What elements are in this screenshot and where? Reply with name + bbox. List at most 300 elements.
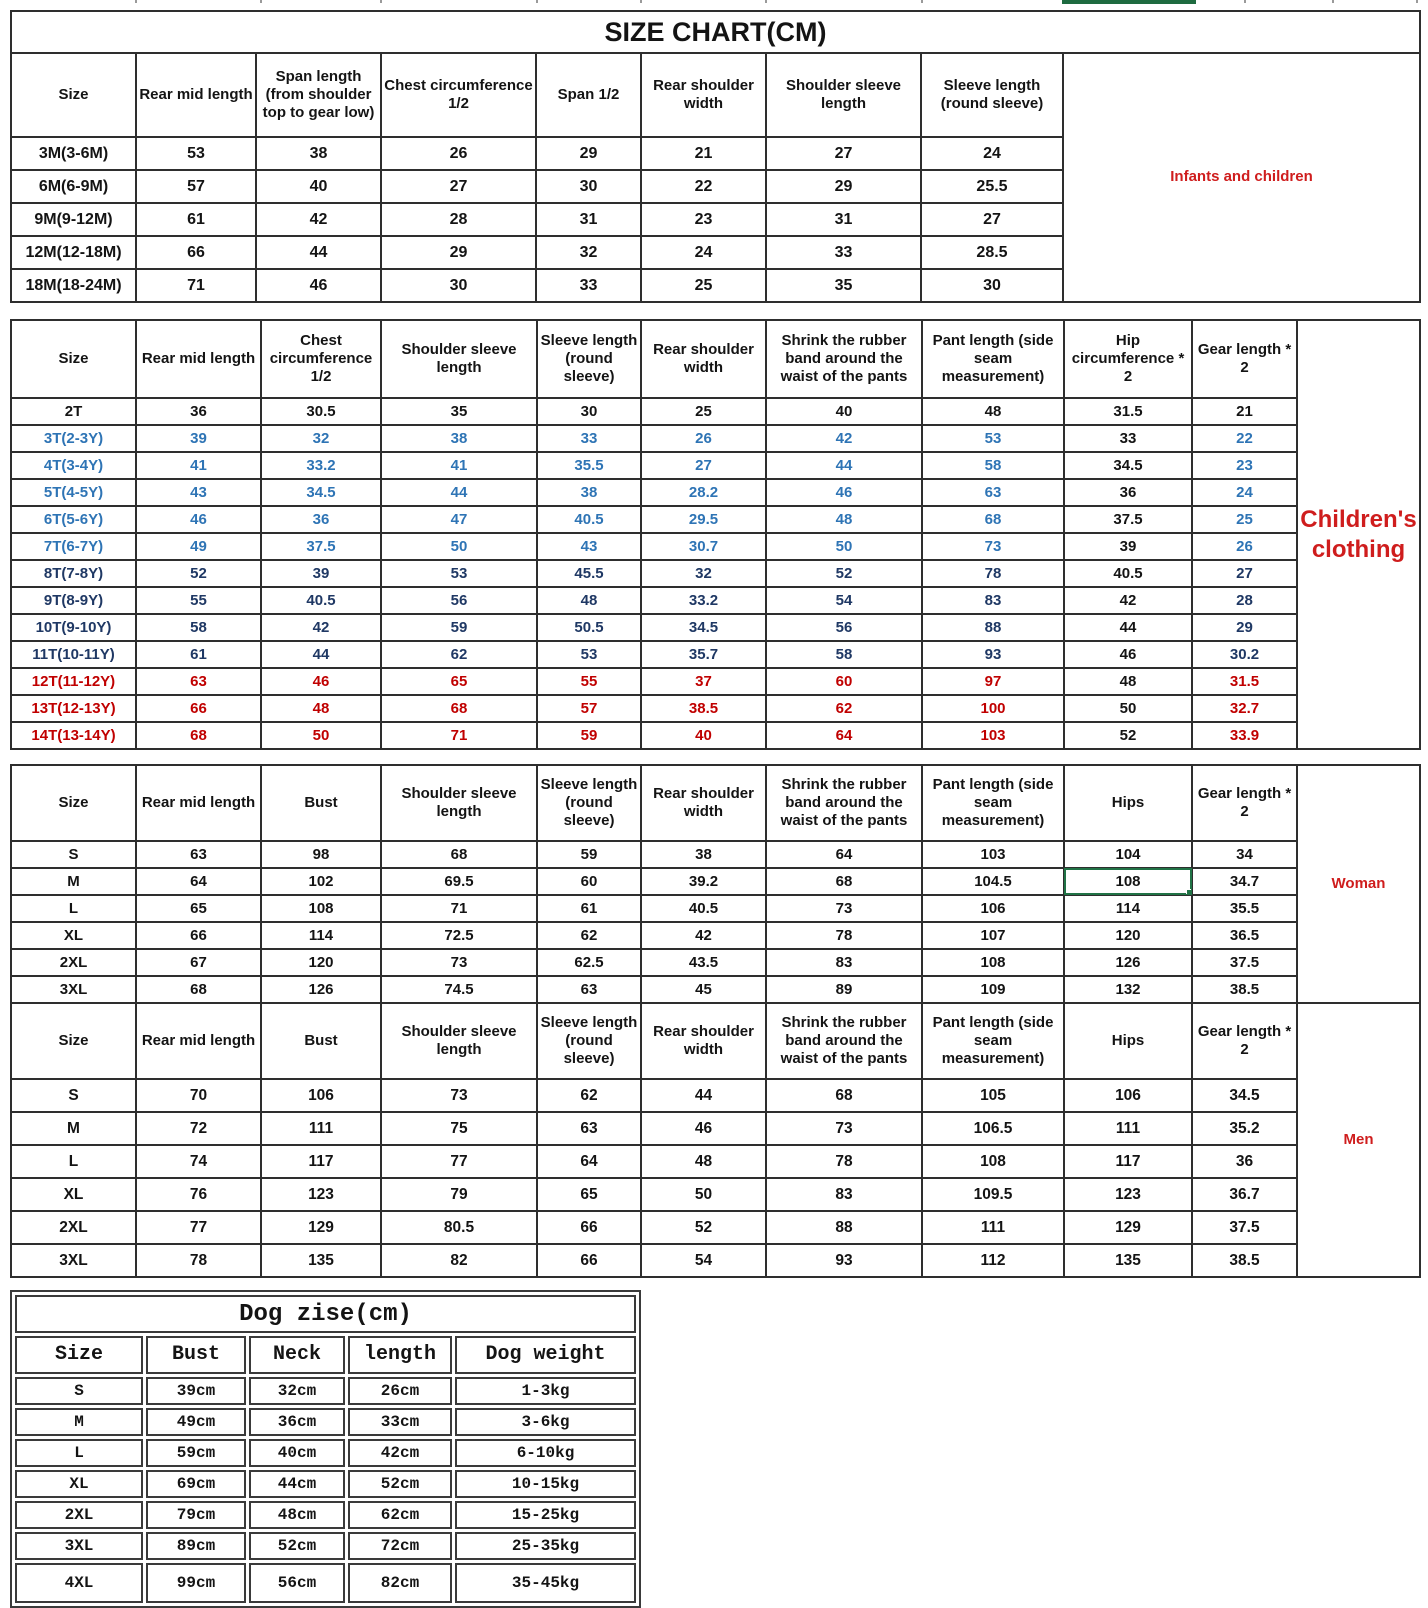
column-header: Pant length (side seam measurement) — [922, 1003, 1064, 1079]
value-cell: 89cm — [146, 1532, 246, 1560]
value-cell: 68 — [136, 976, 261, 1003]
value-cell: 62 — [766, 695, 922, 722]
size-cell: 3XL — [11, 976, 136, 1003]
value-cell: 108 — [1064, 868, 1192, 895]
value-cell: 61 — [136, 641, 261, 668]
value-cell: 40 — [641, 722, 766, 749]
value-cell: 66 — [537, 1244, 641, 1277]
men-group-label: Men — [1297, 1003, 1420, 1277]
value-cell: 48 — [1064, 668, 1192, 695]
value-cell: 73 — [381, 949, 537, 976]
size-cell: 2XL — [11, 949, 136, 976]
column-header: Gear length * 2 — [1192, 320, 1297, 398]
value-cell: 50 — [766, 533, 922, 560]
value-cell: 29 — [766, 170, 921, 203]
value-cell: 78 — [922, 560, 1064, 587]
value-cell: 52 — [136, 560, 261, 587]
column-header: Sleeve length (round sleeve) — [921, 53, 1063, 137]
value-cell: 71 — [381, 895, 537, 922]
value-cell: 25 — [1192, 506, 1297, 533]
value-cell: 33.2 — [261, 452, 381, 479]
value-cell: 111 — [261, 1112, 381, 1145]
value-cell: 38.5 — [1192, 1244, 1297, 1277]
size-chart-content — [10, 10, 1419, 1608]
value-cell: 30 — [381, 269, 536, 302]
value-cell: 41 — [136, 452, 261, 479]
value-cell: 40 — [256, 170, 381, 203]
value-cell: 53 — [381, 560, 537, 587]
value-cell: 36 — [1192, 1145, 1297, 1178]
table-row — [15, 1377, 636, 1405]
gridline-tick — [380, 0, 382, 3]
column-header: Size — [15, 1336, 143, 1374]
value-cell: 15-25kg — [455, 1501, 636, 1529]
value-cell: 36 — [261, 506, 381, 533]
size-cell: S — [15, 1377, 143, 1405]
value-cell: 44cm — [249, 1470, 345, 1498]
value-cell: 27 — [1192, 560, 1297, 587]
value-cell: 44 — [381, 479, 537, 506]
header-row — [11, 320, 1420, 398]
table-row — [11, 614, 1420, 641]
value-cell: 33.9 — [1192, 722, 1297, 749]
value-cell: 68 — [766, 868, 922, 895]
value-cell: 106 — [1064, 1079, 1192, 1112]
dog-size-table — [10, 1290, 641, 1608]
table-row — [11, 868, 1420, 895]
value-cell: 34.5 — [641, 614, 766, 641]
value-cell: 38.5 — [641, 695, 766, 722]
table-row — [15, 1532, 636, 1560]
value-cell: 40.5 — [641, 895, 766, 922]
value-cell: 34.5 — [261, 479, 381, 506]
value-cell: 53 — [136, 137, 256, 170]
selection-border-fragment — [1062, 0, 1196, 4]
value-cell: 109 — [922, 976, 1064, 1003]
size-cell: 13T(12-13Y) — [11, 695, 136, 722]
value-cell: 53 — [537, 641, 641, 668]
header-row — [15, 1336, 636, 1374]
value-cell: 56 — [766, 614, 922, 641]
value-cell: 71 — [381, 722, 537, 749]
value-cell: 43 — [537, 533, 641, 560]
value-cell: 78 — [766, 922, 922, 949]
value-cell: 93 — [922, 641, 1064, 668]
column-header: Shoulder sleeve length — [766, 53, 921, 137]
value-cell: 28.2 — [641, 479, 766, 506]
value-cell: 57 — [136, 170, 256, 203]
value-cell: 63 — [537, 976, 641, 1003]
size-cell: 11T(10-11Y) — [11, 641, 136, 668]
value-cell: 66 — [537, 1211, 641, 1244]
value-cell: 31.5 — [1192, 668, 1297, 695]
table-row — [15, 1439, 636, 1467]
value-cell: 29 — [381, 236, 536, 269]
table-row — [11, 1145, 1420, 1178]
value-cell: 68 — [766, 1079, 922, 1112]
value-cell: 56cm — [249, 1563, 345, 1603]
size-cell: 3M(3-6M) — [11, 137, 136, 170]
column-header: Size — [11, 320, 136, 398]
size-cell: 4T(3-4Y) — [11, 452, 136, 479]
value-cell: 68 — [922, 506, 1064, 533]
value-cell: 76 — [136, 1178, 261, 1211]
gridline-tick — [260, 0, 262, 3]
table-row — [11, 479, 1420, 506]
column-header: Chest circumference 1/2 — [261, 320, 381, 398]
gridline-tick — [921, 0, 923, 3]
value-cell: 75 — [381, 1112, 537, 1145]
value-cell: 123 — [261, 1178, 381, 1211]
value-cell: 42 — [261, 614, 381, 641]
column-header: Pant length (side seam measurement) — [922, 765, 1064, 841]
value-cell: 59 — [537, 841, 641, 868]
value-cell: 36 — [136, 398, 261, 425]
value-cell: 30.2 — [1192, 641, 1297, 668]
value-cell: 73 — [922, 533, 1064, 560]
value-cell: 64 — [766, 722, 922, 749]
value-cell: 79 — [381, 1178, 537, 1211]
value-cell: 60 — [537, 868, 641, 895]
value-cell: 103 — [922, 722, 1064, 749]
value-cell: 58 — [922, 452, 1064, 479]
value-cell: 106 — [261, 1079, 381, 1112]
column-header: Shrink the rubber band around the waist of the pants — [766, 320, 922, 398]
column-header: Sleeve length (round sleeve) — [537, 765, 641, 841]
value-cell: 32 — [261, 425, 381, 452]
table-row — [11, 668, 1420, 695]
value-cell: 21 — [641, 137, 766, 170]
value-cell: 35.2 — [1192, 1112, 1297, 1145]
value-cell: 38 — [537, 479, 641, 506]
value-cell: 72 — [136, 1112, 261, 1145]
value-cell: 41 — [381, 452, 537, 479]
value-cell: 109.5 — [922, 1178, 1064, 1211]
value-cell: 30 — [536, 170, 641, 203]
value-cell: 73 — [381, 1079, 537, 1112]
table-row — [15, 1501, 636, 1529]
table-row — [11, 560, 1420, 587]
value-cell: 35-45kg — [455, 1563, 636, 1603]
value-cell: 43.5 — [641, 949, 766, 976]
column-header: Hips — [1064, 765, 1192, 841]
value-cell: 25-35kg — [455, 1532, 636, 1560]
value-cell: 69cm — [146, 1470, 246, 1498]
size-cell: XL — [11, 922, 136, 949]
value-cell: 82 — [381, 1244, 537, 1277]
value-cell: 25.5 — [921, 170, 1063, 203]
value-cell: 111 — [1064, 1112, 1192, 1145]
table-row — [11, 506, 1420, 533]
header-row — [11, 53, 1420, 137]
value-cell: 21 — [1192, 398, 1297, 425]
value-cell: 35.7 — [641, 641, 766, 668]
value-cell: 42cm — [348, 1439, 452, 1467]
value-cell: 83 — [766, 949, 922, 976]
value-cell: 27 — [641, 452, 766, 479]
value-cell: 66 — [136, 236, 256, 269]
value-cell: 24 — [921, 137, 1063, 170]
value-cell: 98 — [261, 841, 381, 868]
table-row — [11, 641, 1420, 668]
value-cell: 24 — [641, 236, 766, 269]
value-cell: 32.7 — [1192, 695, 1297, 722]
table-row — [11, 895, 1420, 922]
value-cell: 88 — [922, 614, 1064, 641]
value-cell: 64 — [766, 841, 922, 868]
value-cell: 129 — [1064, 1211, 1192, 1244]
column-header: Sleeve length (round sleeve) — [537, 320, 641, 398]
value-cell: 38.5 — [1192, 976, 1297, 1003]
value-cell: 100 — [922, 695, 1064, 722]
value-cell: 28.5 — [921, 236, 1063, 269]
value-cell: 108 — [261, 895, 381, 922]
size-cell: XL — [11, 1178, 136, 1211]
table-row — [11, 1244, 1420, 1277]
value-cell: 58 — [766, 641, 922, 668]
value-cell: 74 — [136, 1145, 261, 1178]
value-cell: 35.5 — [537, 452, 641, 479]
value-cell: 73 — [766, 895, 922, 922]
value-cell: 65 — [537, 1178, 641, 1211]
value-cell: 46 — [766, 479, 922, 506]
column-header: Shoulder sleeve length — [381, 320, 537, 398]
value-cell: 52 — [641, 1211, 766, 1244]
table-row — [15, 1408, 636, 1436]
value-cell: 38 — [381, 425, 537, 452]
value-cell: 30 — [921, 269, 1063, 302]
value-cell: 36.5 — [1192, 922, 1297, 949]
value-cell: 123 — [1064, 1178, 1192, 1211]
value-cell: 46 — [641, 1112, 766, 1145]
value-cell: 42 — [256, 203, 381, 236]
column-header: Rear shoulder width — [641, 765, 766, 841]
column-header: Neck — [249, 1336, 345, 1374]
value-cell: 78 — [136, 1244, 261, 1277]
value-cell: 37.5 — [261, 533, 381, 560]
gridline-tick — [765, 0, 767, 3]
value-cell: 126 — [1064, 949, 1192, 976]
value-cell: 62 — [381, 641, 537, 668]
value-cell: 34.7 — [1192, 868, 1297, 895]
value-cell: 117 — [261, 1145, 381, 1178]
table-row — [11, 1178, 1420, 1211]
column-header: Rear shoulder width — [641, 1003, 766, 1079]
value-cell: 62.5 — [537, 949, 641, 976]
value-cell: 107 — [922, 922, 1064, 949]
value-cell: 57 — [537, 695, 641, 722]
value-cell: 59 — [381, 614, 537, 641]
value-cell: 104 — [1064, 841, 1192, 868]
value-cell: 35 — [381, 398, 537, 425]
value-cell: 65 — [381, 668, 537, 695]
size-cell: S — [11, 1079, 136, 1112]
column-header: Gear length * 2 — [1192, 1003, 1297, 1079]
value-cell: 71 — [136, 269, 256, 302]
value-cell: 40cm — [249, 1439, 345, 1467]
column-header: Rear mid length — [136, 765, 261, 841]
value-cell: 103 — [922, 841, 1064, 868]
infants-group-label: Infants and children — [1063, 53, 1420, 302]
column-header: Hip circumference * 2 — [1064, 320, 1192, 398]
value-cell: 61 — [136, 203, 256, 236]
size-cell: 4XL — [15, 1563, 143, 1603]
value-cell: 38 — [641, 841, 766, 868]
value-cell: 48 — [922, 398, 1064, 425]
value-cell: 63 — [537, 1112, 641, 1145]
size-cell: 2T — [11, 398, 136, 425]
size-cell: L — [11, 1145, 136, 1178]
value-cell: 44 — [261, 641, 381, 668]
value-cell: 37.5 — [1064, 506, 1192, 533]
size-cell: 9T(8-9Y) — [11, 587, 136, 614]
value-cell: 114 — [261, 922, 381, 949]
value-cell: 65 — [136, 895, 261, 922]
value-cell: 37.5 — [1192, 949, 1297, 976]
value-cell: 33cm — [348, 1408, 452, 1436]
value-cell: 39.2 — [641, 868, 766, 895]
value-cell: 97 — [922, 668, 1064, 695]
column-header: Pant length (side seam measurement) — [922, 320, 1064, 398]
value-cell: 73 — [766, 1112, 922, 1145]
value-cell: 50 — [1064, 695, 1192, 722]
value-cell: 77 — [381, 1145, 537, 1178]
value-cell: 62cm — [348, 1501, 452, 1529]
column-header: Dog weight — [455, 1336, 636, 1374]
gridline-tick — [1332, 0, 1334, 3]
value-cell: 30.5 — [261, 398, 381, 425]
value-cell: 33 — [537, 425, 641, 452]
value-cell: 66 — [136, 922, 261, 949]
value-cell: 42 — [641, 922, 766, 949]
value-cell: 26cm — [348, 1377, 452, 1405]
value-cell: 29 — [536, 137, 641, 170]
value-cell: 23 — [1192, 452, 1297, 479]
value-cell: 59cm — [146, 1439, 246, 1467]
value-cell: 22 — [641, 170, 766, 203]
header-row — [11, 1003, 1420, 1079]
value-cell: 64 — [537, 1145, 641, 1178]
value-cell: 27 — [381, 170, 536, 203]
value-cell: 26 — [1192, 533, 1297, 560]
value-cell: 49cm — [146, 1408, 246, 1436]
value-cell: 69.5 — [381, 868, 537, 895]
value-cell: 129 — [261, 1211, 381, 1244]
gridline-tick — [536, 0, 538, 3]
table-row — [11, 533, 1420, 560]
value-cell: 106.5 — [922, 1112, 1064, 1145]
value-cell: 45.5 — [537, 560, 641, 587]
value-cell: 33 — [766, 236, 921, 269]
value-cell: 31 — [766, 203, 921, 236]
value-cell: 64 — [136, 868, 261, 895]
size-cell: M — [11, 1112, 136, 1145]
page-title: SIZE CHART(CM) — [11, 11, 1420, 53]
value-cell: 46 — [256, 269, 381, 302]
column-header: Shoulder sleeve length — [381, 1003, 537, 1079]
value-cell: 44 — [1064, 614, 1192, 641]
value-cell: 27 — [921, 203, 1063, 236]
column-header: Shrink the rubber band around the waist of the pants — [766, 765, 922, 841]
value-cell: 46 — [136, 506, 261, 533]
value-cell: 82cm — [348, 1563, 452, 1603]
gridline-tick — [135, 0, 137, 3]
column-header: length — [348, 1336, 452, 1374]
value-cell: 79cm — [146, 1501, 246, 1529]
table-row — [11, 587, 1420, 614]
value-cell: 48cm — [249, 1501, 345, 1529]
column-header: Bust — [261, 1003, 381, 1079]
value-cell: 39cm — [146, 1377, 246, 1405]
column-header: Chest circumference 1/2 — [381, 53, 536, 137]
column-header: Bust — [146, 1336, 246, 1374]
table-row — [11, 398, 1420, 425]
column-header: Rear shoulder width — [641, 320, 766, 398]
value-cell: 29 — [1192, 614, 1297, 641]
value-cell: 126 — [261, 976, 381, 1003]
table-row — [11, 976, 1420, 1003]
value-cell: 44 — [256, 236, 381, 269]
table-row — [15, 1563, 636, 1603]
column-header: Rear mid length — [136, 53, 256, 137]
value-cell: 66 — [136, 695, 261, 722]
gridline-tick — [1416, 0, 1418, 3]
size-cell: 9M(9-12M) — [11, 203, 136, 236]
value-cell: 6-10kg — [455, 1439, 636, 1467]
value-cell: 132 — [1064, 976, 1192, 1003]
size-cell: 10T(9-10Y) — [11, 614, 136, 641]
table-row — [11, 949, 1420, 976]
size-cell: 2XL — [11, 1211, 136, 1244]
value-cell: 38 — [256, 137, 381, 170]
value-cell: 48 — [766, 506, 922, 533]
value-cell: 31.5 — [1064, 398, 1192, 425]
value-cell: 25 — [641, 269, 766, 302]
value-cell: 74.5 — [381, 976, 537, 1003]
value-cell: 52 — [766, 560, 922, 587]
value-cell: 102 — [261, 868, 381, 895]
table-row — [11, 1079, 1420, 1112]
size-cell: 3XL — [15, 1532, 143, 1560]
gridline-tick — [640, 0, 642, 3]
table-row — [11, 425, 1420, 452]
value-cell: 67 — [136, 949, 261, 976]
value-cell: 48 — [641, 1145, 766, 1178]
value-cell: 28 — [381, 203, 536, 236]
value-cell: 39 — [1064, 533, 1192, 560]
value-cell: 33.2 — [641, 587, 766, 614]
table-row — [11, 695, 1420, 722]
value-cell: 10-15kg — [455, 1470, 636, 1498]
value-cell: 80.5 — [381, 1211, 537, 1244]
size-cell: 2XL — [15, 1501, 143, 1529]
value-cell: 50 — [641, 1178, 766, 1211]
value-cell: 33 — [536, 269, 641, 302]
value-cell: 52cm — [249, 1532, 345, 1560]
size-cell: L — [15, 1439, 143, 1467]
value-cell: 1-3kg — [455, 1377, 636, 1405]
value-cell: 120 — [261, 949, 381, 976]
children-group-label: Children's clothing — [1297, 320, 1420, 749]
size-cell: 3T(2-3Y) — [11, 425, 136, 452]
table-row — [11, 1211, 1420, 1244]
column-header: Span length (from shoulder top to gear low) — [256, 53, 381, 137]
size-cell: 6M(6-9M) — [11, 170, 136, 203]
column-header: Rear mid length — [136, 320, 261, 398]
value-cell: 3-6kg — [455, 1408, 636, 1436]
size-cell: 18M(18-24M) — [11, 269, 136, 302]
value-cell: 70 — [136, 1079, 261, 1112]
